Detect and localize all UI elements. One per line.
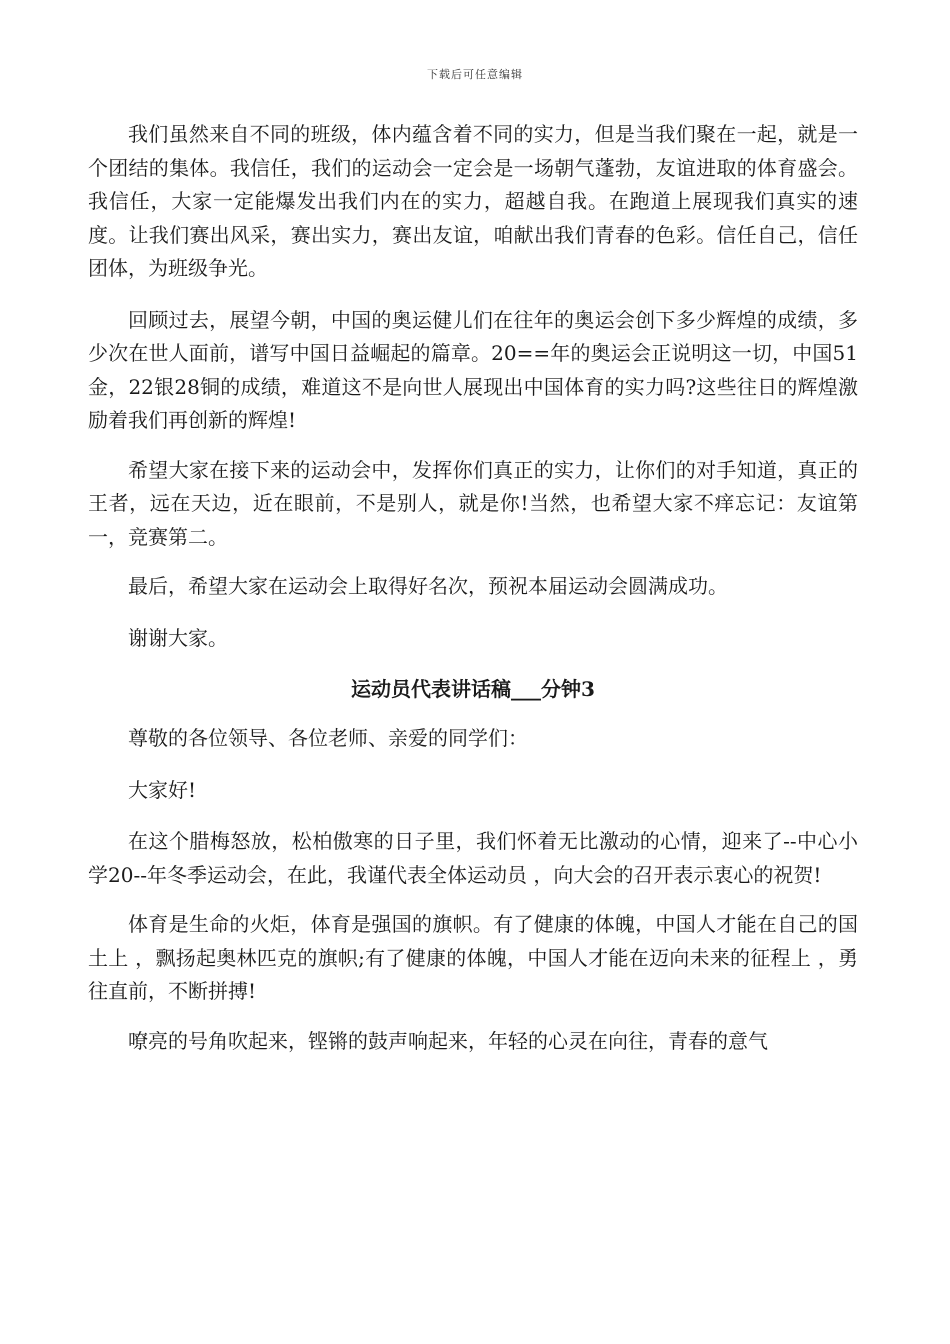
paragraph: 尊敬的各位领导、各位老师、亲爱的同学们： <box>128 726 528 750</box>
paragraph: 希望大家在接下来的运动会中，发挥你们真正的实力，让你们的对手知道，真正的王者，远在天边，近在眼前，不是别人，就是你!当然，也希望大家不痒忘记：友谊第一，竞赛第二。 <box>88 457 858 549</box>
paragraph: 大家好! <box>128 777 197 802</box>
paragraph: 回顾过去，展望今朝，中国的奥运健儿们在往年的奥运会创下多少辉煌的成绩，多少次在世人面前，谱写中国日益崛起的篇章。20==年的奥运会正说明这一切，中国51金，22银28铜的成绩，难道这不是向世人展现出中国体育的实力吗?这些往日的辉煌激励着我们再创新的辉煌! <box>88 307 858 432</box>
paragraph: 我们虽然来自不同的班级，体内蕴含着不同的实力，但是当我们聚在一起，就是一个团结的集体。我信任，我们的运动会一定会是一场朝气蓬勃，友谊进取的体育盛会。我信任，大家一定能爆发出我们内在的实力，超越自我。在跑道上展现我们真实的速度。让我们赛出风采，赛出实力，赛出友谊，咱献出我们青春的色彩。信任自己，信任团体，为班级争光。 <box>88 122 858 280</box>
page-header: 下载后可任意编辑 <box>427 68 523 81</box>
paragraph: 体育是生命的火炬，体育是强国的旗帜。有了健康的体魄，中国人才能在自己的国土上 ，飘扬起奥林匹克的旗帜;有了健康的体魄，中国人才能在迈向未来的征程上 ，勇往直前，不断拼搏! <box>88 912 858 1003</box>
paragraph: 谢谢大家。 <box>128 625 228 650</box>
paragraph: 嘹亮的号角吹起来，铿锵的鼓声响起来，年轻的心灵在向往，青春的意气 <box>128 1028 768 1053</box>
section-title: 运动员代表讲话稿___分钟3 <box>351 677 595 701</box>
paragraph: 最后，希望大家在运动会上取得好名次，预祝本届运动会圆满成功。 <box>128 574 728 598</box>
paragraph: 在这个腊梅怒放，松柏傲寒的日子里，我们怀着无比激动的心情，迎来了--中心小学20--年冬季运动会，在此，我谨代表全体运动员 ，向大会的召开表示衷心的祝贺! <box>88 829 858 887</box>
document-body <box>88 118 858 1074</box>
